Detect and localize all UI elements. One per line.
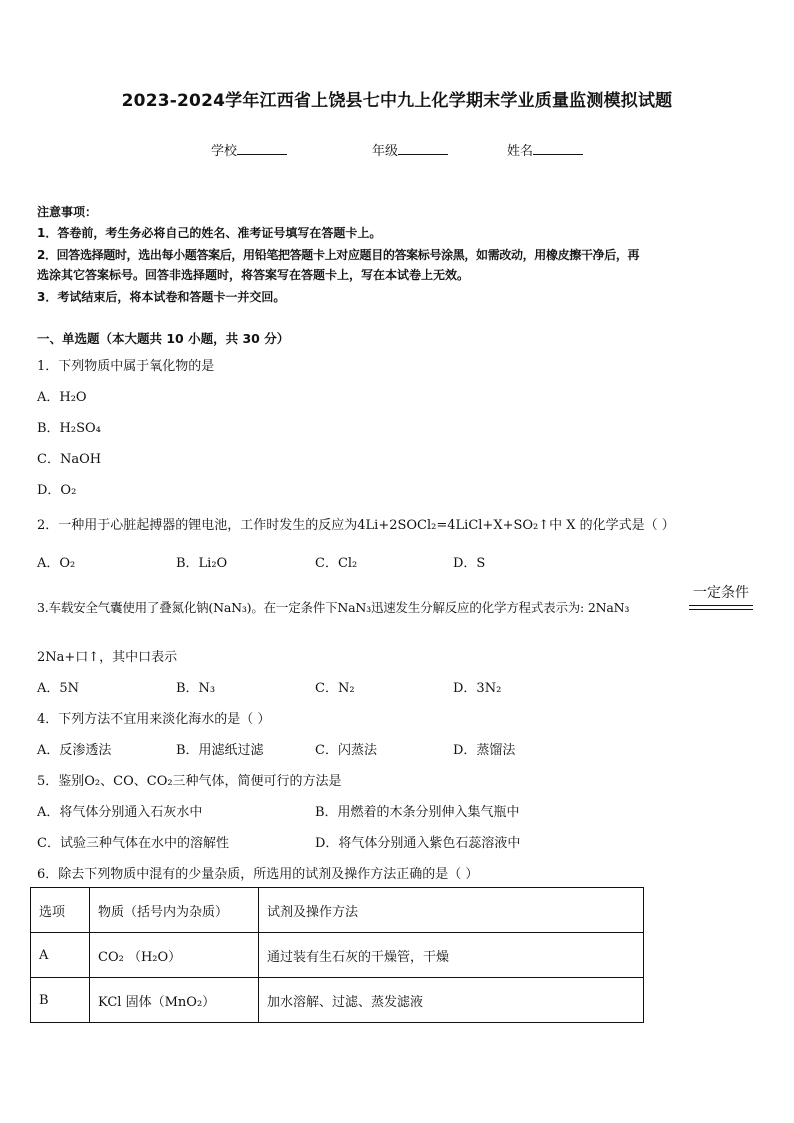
option-d: D．将气体分别通入紫色石蕊溶液中 (315, 836, 521, 851)
grade-label: 年级 (372, 144, 399, 159)
table-row (31, 978, 644, 1023)
question-stem: 6．除去下列物质中混有的少量杂质，所选用的试剂及操作方法正确的是（ ） (37, 867, 479, 882)
option-b: B．H₂SO₄ (37, 421, 101, 436)
table-header: 物质（括号内为杂质） (90, 888, 259, 933)
name-blank (533, 142, 583, 155)
school-label: 学校 (211, 144, 238, 159)
option-a: A．反渗透法 (37, 743, 112, 758)
question-stem: 5．鉴别O₂、CO、CO₂三种气体，简便可行的方法是 (37, 774, 342, 789)
notes-heading: 注意事项： (37, 205, 98, 219)
notes-item: 3．考试结束后，将本试卷和答题卡一并交回。 (37, 290, 286, 304)
question-stem-continued: 2Na+口↑，其中口表示 (37, 650, 178, 665)
table-cell: B (31, 978, 90, 1023)
question-stem: 1．下列物质中属于氧化物的是 (37, 359, 215, 374)
option-c: C．NaOH (37, 452, 102, 467)
notes-item: 1．答卷前，考生务必将自己的姓名、准考证号填写在答题卡上。 (37, 226, 382, 240)
name-field (507, 140, 583, 159)
option-b: B．Li₂O (176, 556, 228, 571)
table-cell: 通过装有生石灰的干燥管，干燥 (259, 933, 644, 978)
table-header: 试剂及操作方法 (259, 888, 644, 933)
option-d: D．蒸馏法 (453, 743, 516, 758)
table-cell: CO₂ （H₂O） (90, 933, 259, 978)
page-title: 2023-2024学年江西省上饶县七中九上化学期末学业质量监测模拟试题 (121, 91, 673, 111)
equation-sign (689, 605, 753, 610)
option-b: B．N₃ (176, 681, 216, 696)
table-header-row (31, 888, 644, 933)
option-c: C．Cl₂ (315, 556, 358, 571)
reaction-condition (689, 582, 753, 610)
option-c: C．N₂ (315, 681, 355, 696)
table-cell: A (31, 933, 90, 978)
condition-label: 一定条件 (693, 585, 749, 601)
option-d: D．S (453, 556, 486, 571)
options-table (30, 887, 644, 1023)
name-label: 姓名 (507, 144, 534, 159)
question-stem: 2．一种用于心脏起搏器的锂电池，工作时发生的反应为4Li+2SOCl₂=4LiCl+X+SO₂↑中 X 的化学式是（ ） (37, 518, 675, 533)
grade-field (372, 140, 448, 159)
question-stem: 3.车载安全气囊使用了叠氮化钠(NaN₃)。在一定条件下NaN₃迅速发生分解反应的化学方程式表示为: 2NaN₃ (37, 600, 630, 615)
grade-blank (398, 142, 448, 155)
section-heading: 一、单选题（本大题共 10 小题，共 30 分） (37, 331, 290, 346)
option-c: C．试验三种气体在水中的溶解性 (37, 836, 229, 851)
question-stem: 4．下列方法不宜用来淡化海水的是（ ） (37, 712, 271, 727)
option-a: A．H₂O (37, 390, 87, 405)
table-row (31, 933, 644, 978)
notes-item: 2．回答选择题时，选出每小题答案后，用铅笔把答题卡上对应题目的答案标号涂黑，如需改动，用橡皮擦干净后，再 (37, 248, 640, 262)
option-b: B．用燃着的木条分别伸入集气瓶中 (315, 805, 520, 820)
option-a: A．将气体分别通入石灰水中 (37, 805, 203, 820)
option-a: A．O₂ (37, 556, 76, 571)
option-a: A．5N (37, 681, 80, 696)
option-d: D．O₂ (37, 483, 77, 498)
notes-item: 选涂其它答案标号。回答非选择题时，将答案写在答题卡上，写在本试卷上无效。 (37, 268, 470, 282)
table-cell: 加水溶解、过滤、蒸发滤液 (259, 978, 644, 1023)
table-header: 选项 (31, 888, 90, 933)
school-field (211, 140, 287, 159)
option-d: D．3N₂ (453, 681, 502, 696)
school-blank (237, 142, 287, 155)
option-b: B．用滤纸过滤 (176, 743, 264, 758)
option-c: C．闪蒸法 (315, 743, 377, 758)
table-cell: KCl 固体（MnO₂） (90, 978, 259, 1023)
